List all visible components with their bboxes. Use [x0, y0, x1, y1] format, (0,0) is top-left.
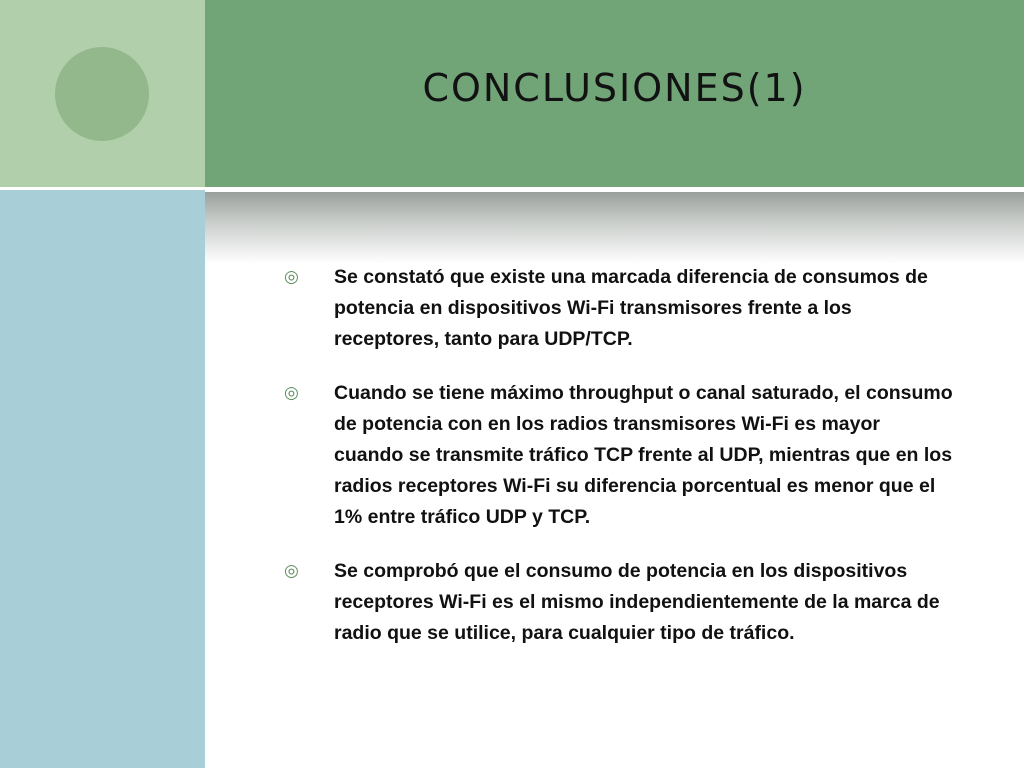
left-color-column — [0, 190, 205, 768]
bullet-list — [284, 262, 954, 672]
bullet-text: Se comprobó que el consumo de potencia en los dispositivos receptores Wi-Fi es el mismo independientemente de la marca de radio que se utilice, para cualquier tipo de tráfico. — [334, 560, 940, 644]
bullet-item — [284, 378, 954, 533]
slide-title: CONCLUSIONES(1) — [422, 66, 807, 110]
concentric-circle-bullet-icon: ◎ — [284, 383, 299, 403]
concentric-circle-bullet-icon: ◎ — [284, 267, 299, 287]
bullet-text: Se constató que existe una marcada diferencia de consumos de potencia en dispositivos Wi-Fi transmisores frente a los receptores, tanto para UDP/TCP. — [334, 266, 928, 350]
bullet-item — [284, 556, 954, 649]
concentric-circle-bullet-icon: ◎ — [284, 561, 299, 581]
shadow-gradient-band — [205, 192, 1024, 264]
decorative-circle — [55, 47, 149, 141]
corner-decoration-block — [0, 0, 205, 187]
bullet-text: Cuando se tiene máximo throughput o canal saturado, el consumo de potencia con en los radios transmisores Wi-Fi es mayor cuando se transmite tráfico TCP frente al UDP, mientras que en los radios receptores Wi-Fi su diferencia porcentual es menor que el 1% entre tráfico UDP y TCP. — [334, 382, 953, 528]
bullet-item — [284, 262, 954, 355]
